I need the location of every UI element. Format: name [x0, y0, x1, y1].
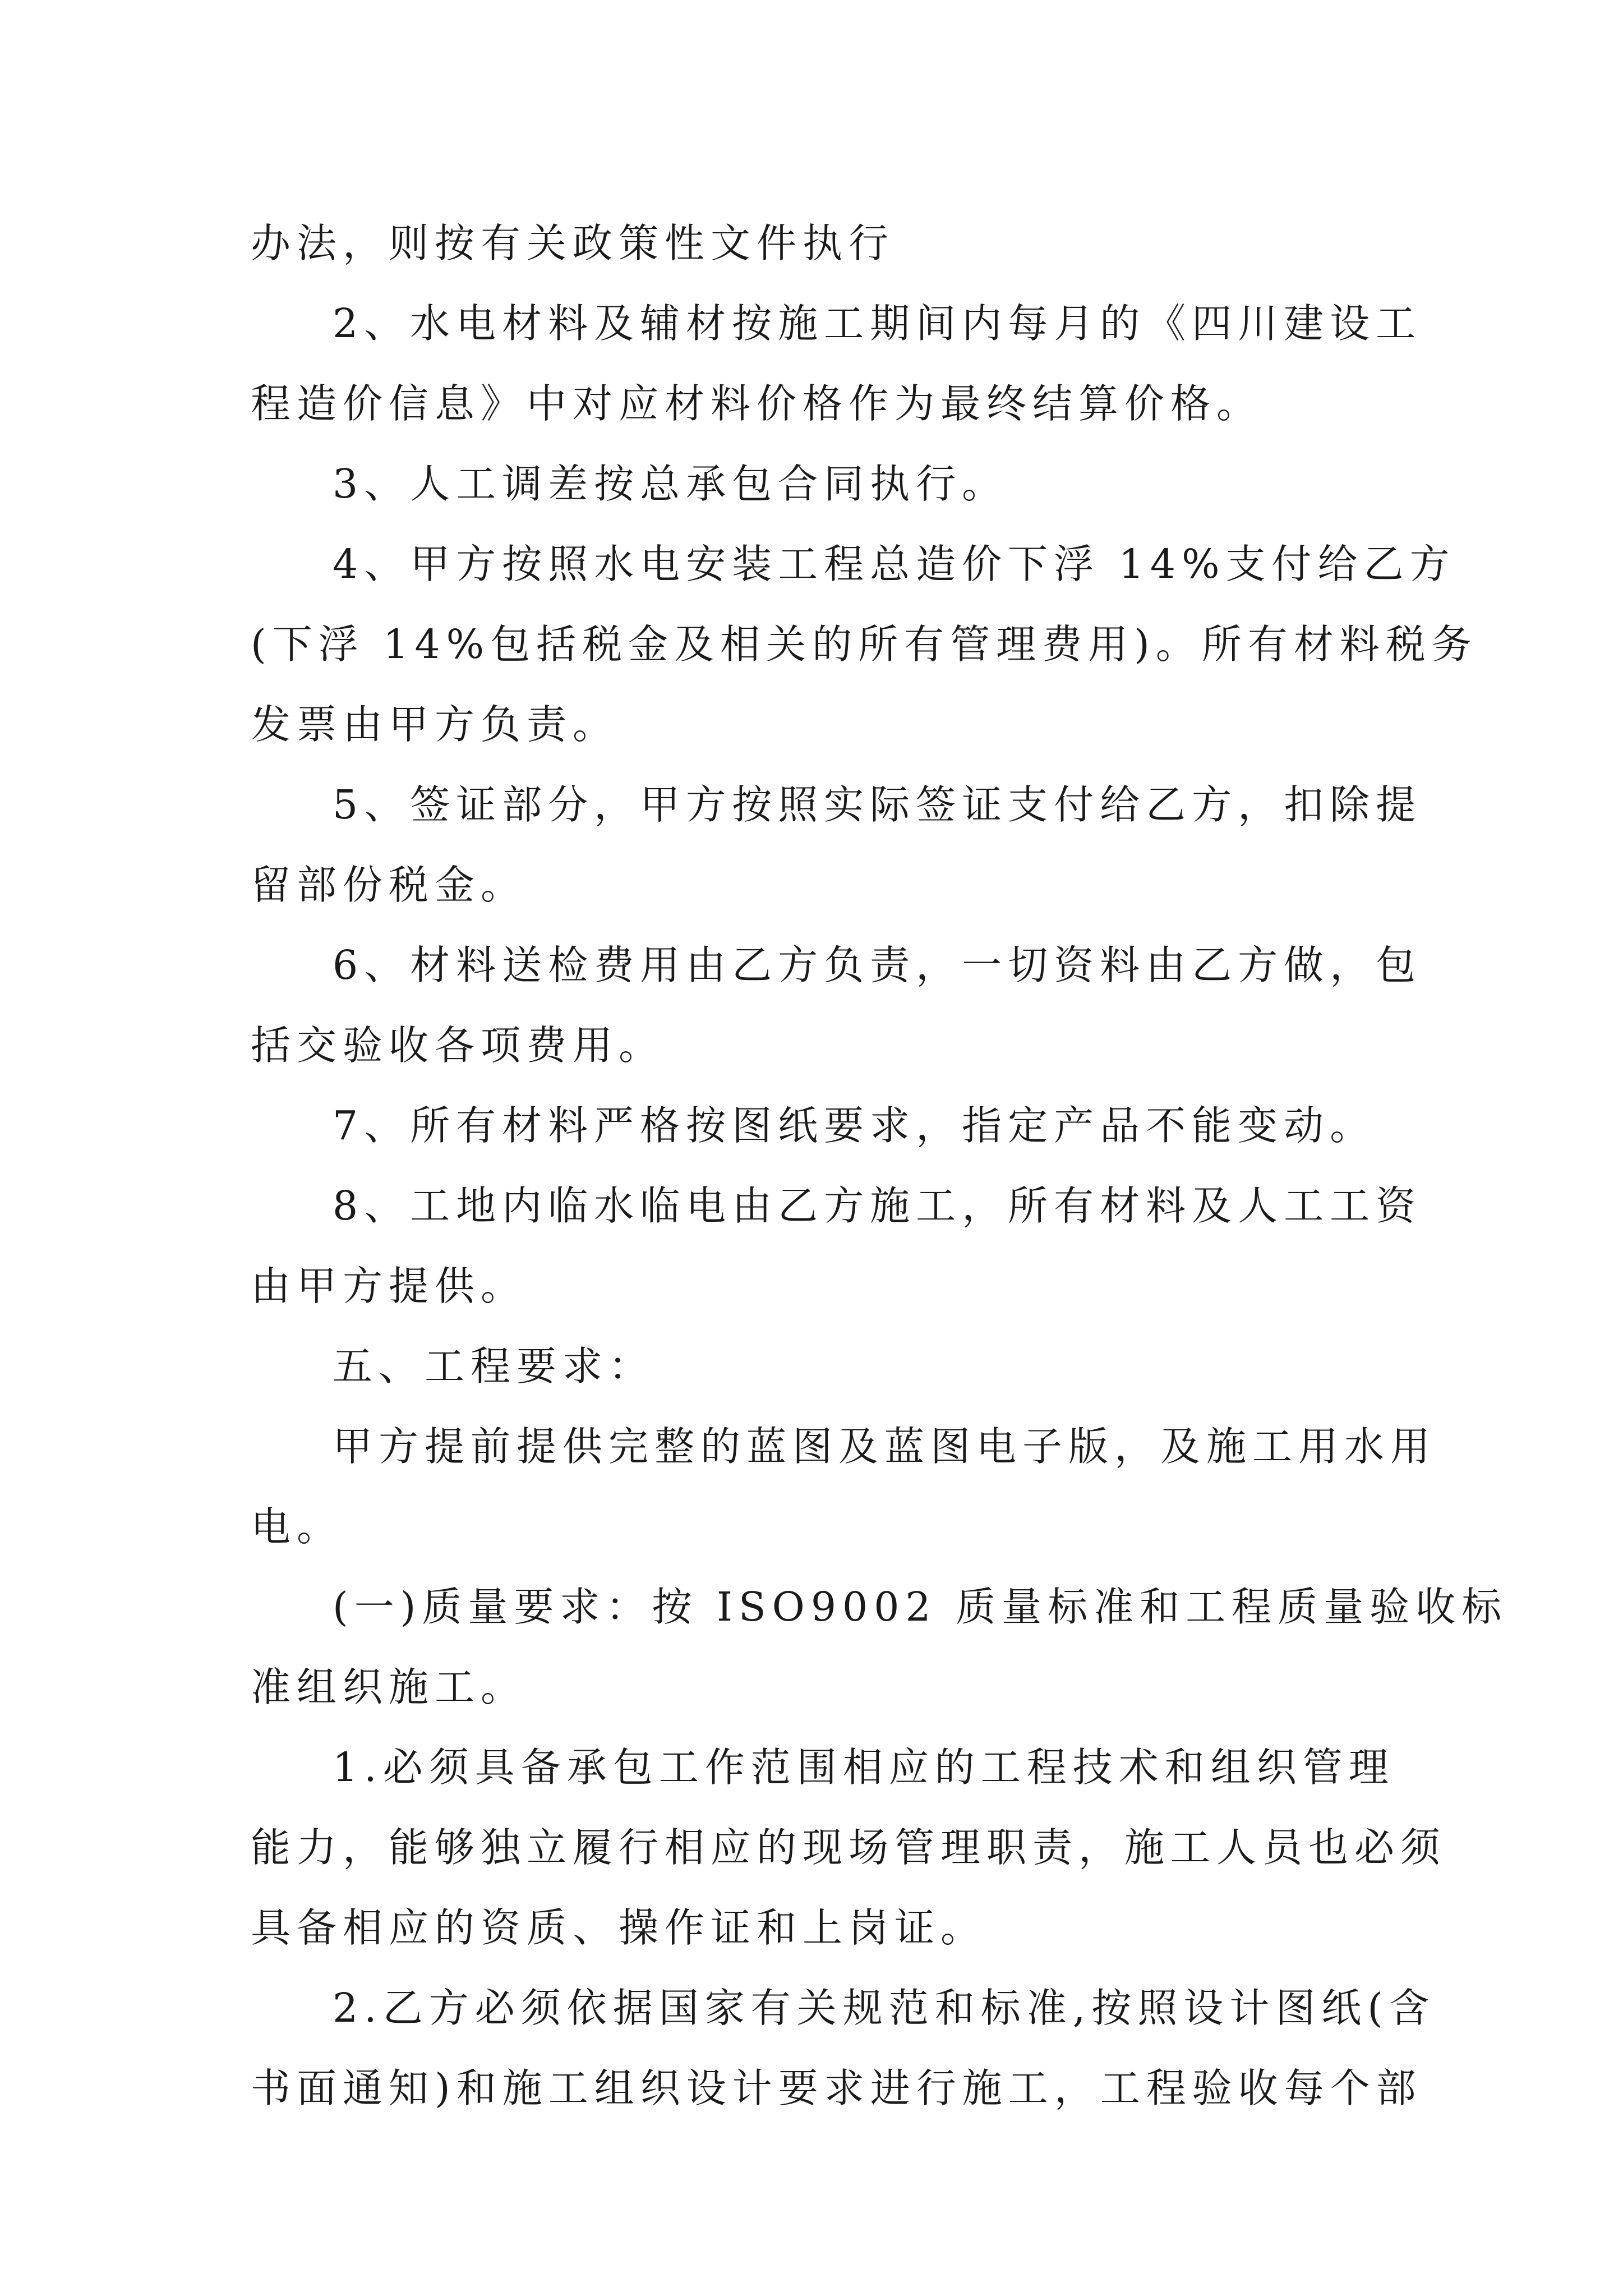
text-line: 发票由甲方负责。: [251, 701, 619, 748]
text-line: 括交验收各项费用。: [251, 1022, 665, 1069]
text-line: 程造价信息》中对应材料价格作为最终结算价格。: [251, 380, 1263, 427]
text-line: 电。: [251, 1503, 343, 1550]
text-line: 甲方提前提供完整的蓝图及蓝图电子版，及施工用水用: [333, 1423, 1437, 1470]
text-line: 5、签证部分，甲方按照实际签证支付给乙方，扣除提: [333, 781, 1422, 828]
text-line: 留部份税金。: [251, 862, 527, 908]
text-line: 4、甲方按照水电安装工程总造价下浮 14%支付给乙方: [333, 541, 1456, 587]
text-line: 1.必须具备承包工作范围相应的工程技术和组织管理: [333, 1744, 1395, 1791]
text-line: 3、人工调差按总承包合同执行。: [333, 461, 1008, 507]
text-line: (下浮 14%包括税金及相关的所有管理费用)。所有材料税务: [251, 621, 1478, 668]
text-line: (一)质量要求：按 ISO9002 质量标准和工程质量验收标: [333, 1584, 1508, 1630]
text-line: 8、工地内临水临电由乙方施工，所有材料及人工工资: [333, 1182, 1422, 1229]
text-line: 由甲方提供。: [251, 1263, 527, 1309]
text-line: 7、所有材料严格按图纸要求，指定产品不能变动。: [333, 1102, 1376, 1149]
text-line: 能力，能够独立履行相应的现场管理职责，施工人员也必须: [251, 1824, 1447, 1871]
text-line: 2.乙方必须依据国家有关规范和标准,按照设计图纸(含: [333, 1985, 1436, 2031]
section-heading: 五、工程要求：: [333, 1343, 655, 1389]
document-body: [251, 203, 1508, 2128]
text-line: 具备相应的资质、操作证和上岗证。: [251, 1904, 987, 1951]
text-line: 6、材料送检费用由乙方负责，一切资料由乙方做，包: [333, 942, 1422, 988]
text-line: 书面通知)和施工组织设计要求进行施工，工程验收每个部: [251, 2065, 1422, 2111]
text-line: 2、水电材料及辅材按施工期间内每月的《四川建设工: [333, 300, 1422, 347]
text-line: 办法，则按有关政策性文件执行: [251, 220, 895, 266]
text-line: 准组织施工。: [251, 1664, 527, 1710]
